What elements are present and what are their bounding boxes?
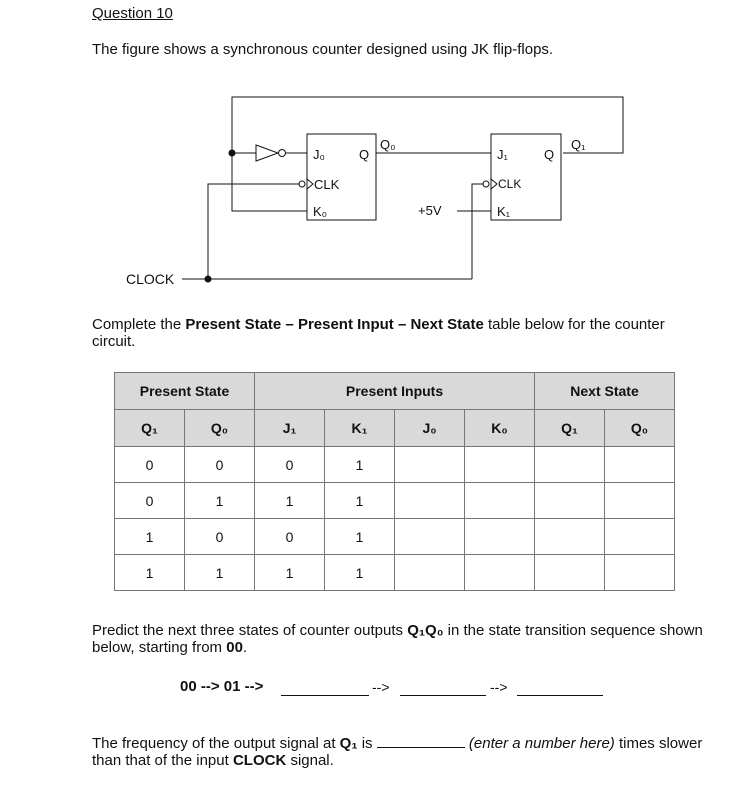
sequence-start: 00 --> 01 --> xyxy=(180,678,264,695)
ff1-clk-label: CLK xyxy=(498,177,522,191)
cell: 1 xyxy=(325,483,395,519)
state-table xyxy=(114,372,675,591)
cell: 1 xyxy=(115,519,185,555)
state-blank-3[interactable] xyxy=(517,695,603,696)
col-next-q0: Q₀ xyxy=(605,410,675,447)
col-next-q1: Q₁ xyxy=(535,410,605,447)
q1-feedback-wire xyxy=(232,97,623,153)
group-next-state: Next State xyxy=(535,373,675,410)
cell-input[interactable] xyxy=(395,519,465,555)
ff1-q-label: Q xyxy=(544,147,555,162)
cell: 0 xyxy=(185,519,255,555)
ff1-j-label: J₁ xyxy=(497,147,508,162)
intro-text: The figure shows a synchronous counter designed using JK flip-flops. xyxy=(92,41,554,58)
group-present-state: Present State xyxy=(115,373,255,410)
inverter-triangle xyxy=(256,145,278,161)
cell-input[interactable] xyxy=(535,519,605,555)
ff1-k-label: K₁ xyxy=(497,204,511,219)
predict-instruction: Predict the next three states of counter outputs Q₁Q₀ in the state transition sequence shown below, starting from 00. xyxy=(92,622,703,656)
state-blank-2[interactable] xyxy=(400,695,486,696)
state-blank-1[interactable] xyxy=(281,695,369,696)
cell-input[interactable] xyxy=(395,483,465,519)
cell: 1 xyxy=(255,555,325,591)
cell-input[interactable] xyxy=(465,555,535,591)
cell-input[interactable] xyxy=(465,483,535,519)
frequency-blank[interactable] xyxy=(377,735,465,748)
cell: 0 xyxy=(255,519,325,555)
cell: 1 xyxy=(325,447,395,483)
group-present-inputs: Present Inputs xyxy=(255,373,535,410)
table-row xyxy=(115,519,675,555)
cell-input[interactable] xyxy=(395,555,465,591)
cell: 0 xyxy=(115,447,185,483)
clk1-wire xyxy=(472,184,483,279)
k0-wire xyxy=(232,153,307,211)
clock-label: CLOCK xyxy=(126,271,175,287)
ff0-j-label: J₀ xyxy=(313,147,325,162)
inverter-bubble xyxy=(279,150,286,157)
cell-input[interactable] xyxy=(535,483,605,519)
ff0-q-label: Q xyxy=(359,147,370,162)
cell-input[interactable] xyxy=(465,447,535,483)
clk0-wire xyxy=(208,184,299,279)
cell: 1 xyxy=(115,555,185,591)
col-q0: Q₀ xyxy=(185,410,255,447)
cell-input[interactable] xyxy=(535,447,605,483)
cell-input[interactable] xyxy=(605,447,675,483)
cell: 1 xyxy=(325,519,395,555)
ff0-k-label: K₀ xyxy=(313,204,328,219)
cell: 0 xyxy=(185,447,255,483)
q1-output-label: Q₁ xyxy=(571,137,586,152)
cell-input[interactable] xyxy=(605,483,675,519)
sequence-arrow: --> xyxy=(372,679,390,695)
cell-input[interactable] xyxy=(605,519,675,555)
frequency-question: The frequency of the output signal at Q₁ is (enter a number here) times slower than that of the input CLOCK signal. xyxy=(92,735,703,769)
col-k0: K₀ xyxy=(465,410,535,447)
cell-input[interactable] xyxy=(395,447,465,483)
ff0-clk-label: CLK xyxy=(314,177,340,192)
table-row xyxy=(115,483,675,519)
cell-input[interactable] xyxy=(605,555,675,591)
cell-input[interactable] xyxy=(465,519,535,555)
cell: 0 xyxy=(115,483,185,519)
cell: 1 xyxy=(255,483,325,519)
table-row xyxy=(115,447,675,483)
complete-instruction: Complete the Present State – Present Input – Next State table below for the counter circuit. xyxy=(92,316,665,350)
q0-output-label: Q₀ xyxy=(380,137,396,152)
question-title: Question 10 xyxy=(92,5,173,22)
clk0-bubble xyxy=(299,181,305,187)
col-j1: J₁ xyxy=(255,410,325,447)
cell: 1 xyxy=(185,483,255,519)
table-row xyxy=(115,555,675,591)
supply-label: +5V xyxy=(418,203,442,218)
col-j0: J₀ xyxy=(395,410,465,447)
cell-input[interactable] xyxy=(535,555,605,591)
cell: 1 xyxy=(325,555,395,591)
col-q1: Q₁ xyxy=(115,410,185,447)
col-k1: K₁ xyxy=(325,410,395,447)
cell: 0 xyxy=(255,447,325,483)
counter-circuit-diagram xyxy=(0,0,744,300)
clk1-bubble xyxy=(483,181,489,187)
cell: 1 xyxy=(185,555,255,591)
sequence-arrow: --> xyxy=(490,679,508,695)
